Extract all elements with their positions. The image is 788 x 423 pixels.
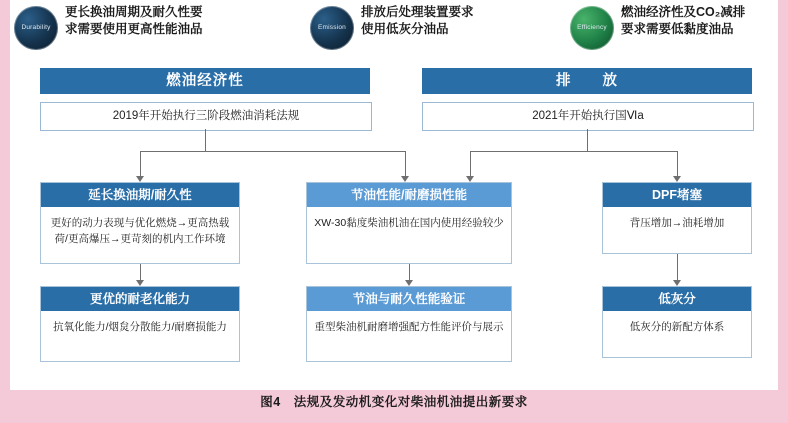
connector-b1-b2 [409,264,410,280]
header-fuel-economy: 燃油经济性 [40,68,370,94]
efficiency-icon-label: Efficiency [577,24,607,31]
badge-emission-line1: 排放后处理装置要求 [361,5,474,19]
connector-a1-a2 [140,264,141,280]
box-dpf-clogging [602,182,752,254]
box-a1-title: 延长换油期/耐久性 [41,183,239,207]
header-emission: 排 放 [422,68,752,94]
efficiency-icon [570,6,614,50]
box-durability-extension [40,182,240,264]
connector-fuel-bus [140,151,405,152]
box-b2-title: 节油与耐久性能验证 [307,287,511,311]
connector-fuel-left-drop [140,151,141,176]
durability-icon [14,6,58,50]
box-a1-body: 更好的动力表现与优化燃烧→更高热载荷/更高爆压→更苛刻的机内工作环境 [50,217,230,245]
box-c1-body: 背压增加→油耗增加 [629,217,725,229]
connector-fuel-stem [205,129,206,151]
badge-efficiency [570,4,745,50]
box-b1-body: XW-30黏度柴油机油在国内使用经验较少 [314,217,504,229]
box-a2-title: 更优的耐老化能力 [41,287,239,311]
connector-emis-stem [587,129,588,151]
figure-caption: 图4 法规及发动机变化对柴油机油提出新要求 [260,395,528,409]
emission-icon [310,6,354,50]
box-fuel-saving-wear [306,182,512,264]
box-aging-resistance [40,286,240,362]
subtitle-fuel-economy: 2019年开始执行三阶段燃油消耗法规 [40,102,372,131]
connector-emis-left-drop [470,151,471,176]
box-low-ash [602,286,752,358]
box-b1-title: 节油性能/耐磨损性能 [307,183,511,207]
box-a2-body: 抗氧化能力/烟炱分散能力/耐磨损能力 [53,321,227,333]
emission-icon-label: Emission [318,24,346,31]
box-fuel-saving-validation [306,286,512,362]
connector-c1-c2 [677,254,678,280]
diagram-canvas [10,0,778,390]
subtitle-emission: 2021年开始执行国Ⅵa [422,102,754,131]
box-c1-title: DPF堵塞 [603,183,751,207]
badge-emission [310,4,474,50]
connector-emis-bus [470,151,677,152]
badge-durability-text [65,4,203,38]
badge-emission-line2: 使用低灰分油品 [361,22,449,36]
connector-emis-right-drop [677,151,678,176]
badge-efficiency-line1: 燃油经济性及CO₂减排 [621,5,746,19]
badge-row [10,0,778,62]
badge-durability-line1: 更长换油周期及耐久性要 [65,5,203,19]
badge-efficiency-text [621,4,745,38]
durability-icon-label: Durability [21,24,51,31]
badge-durability [14,4,203,50]
badge-durability-line2: 求需要使用更高性能油品 [65,22,203,36]
badge-efficiency-line2: 要求需要低黏度油品 [621,22,734,36]
box-c2-body: 低灰分的新配方体系 [629,321,725,333]
badge-emission-text [361,4,474,38]
box-b2-body: 重型柴油机耐磨增强配方性能评价与展示 [314,321,504,333]
box-c2-title: 低灰分 [603,287,751,311]
connector-fuel-right-drop [405,151,406,176]
